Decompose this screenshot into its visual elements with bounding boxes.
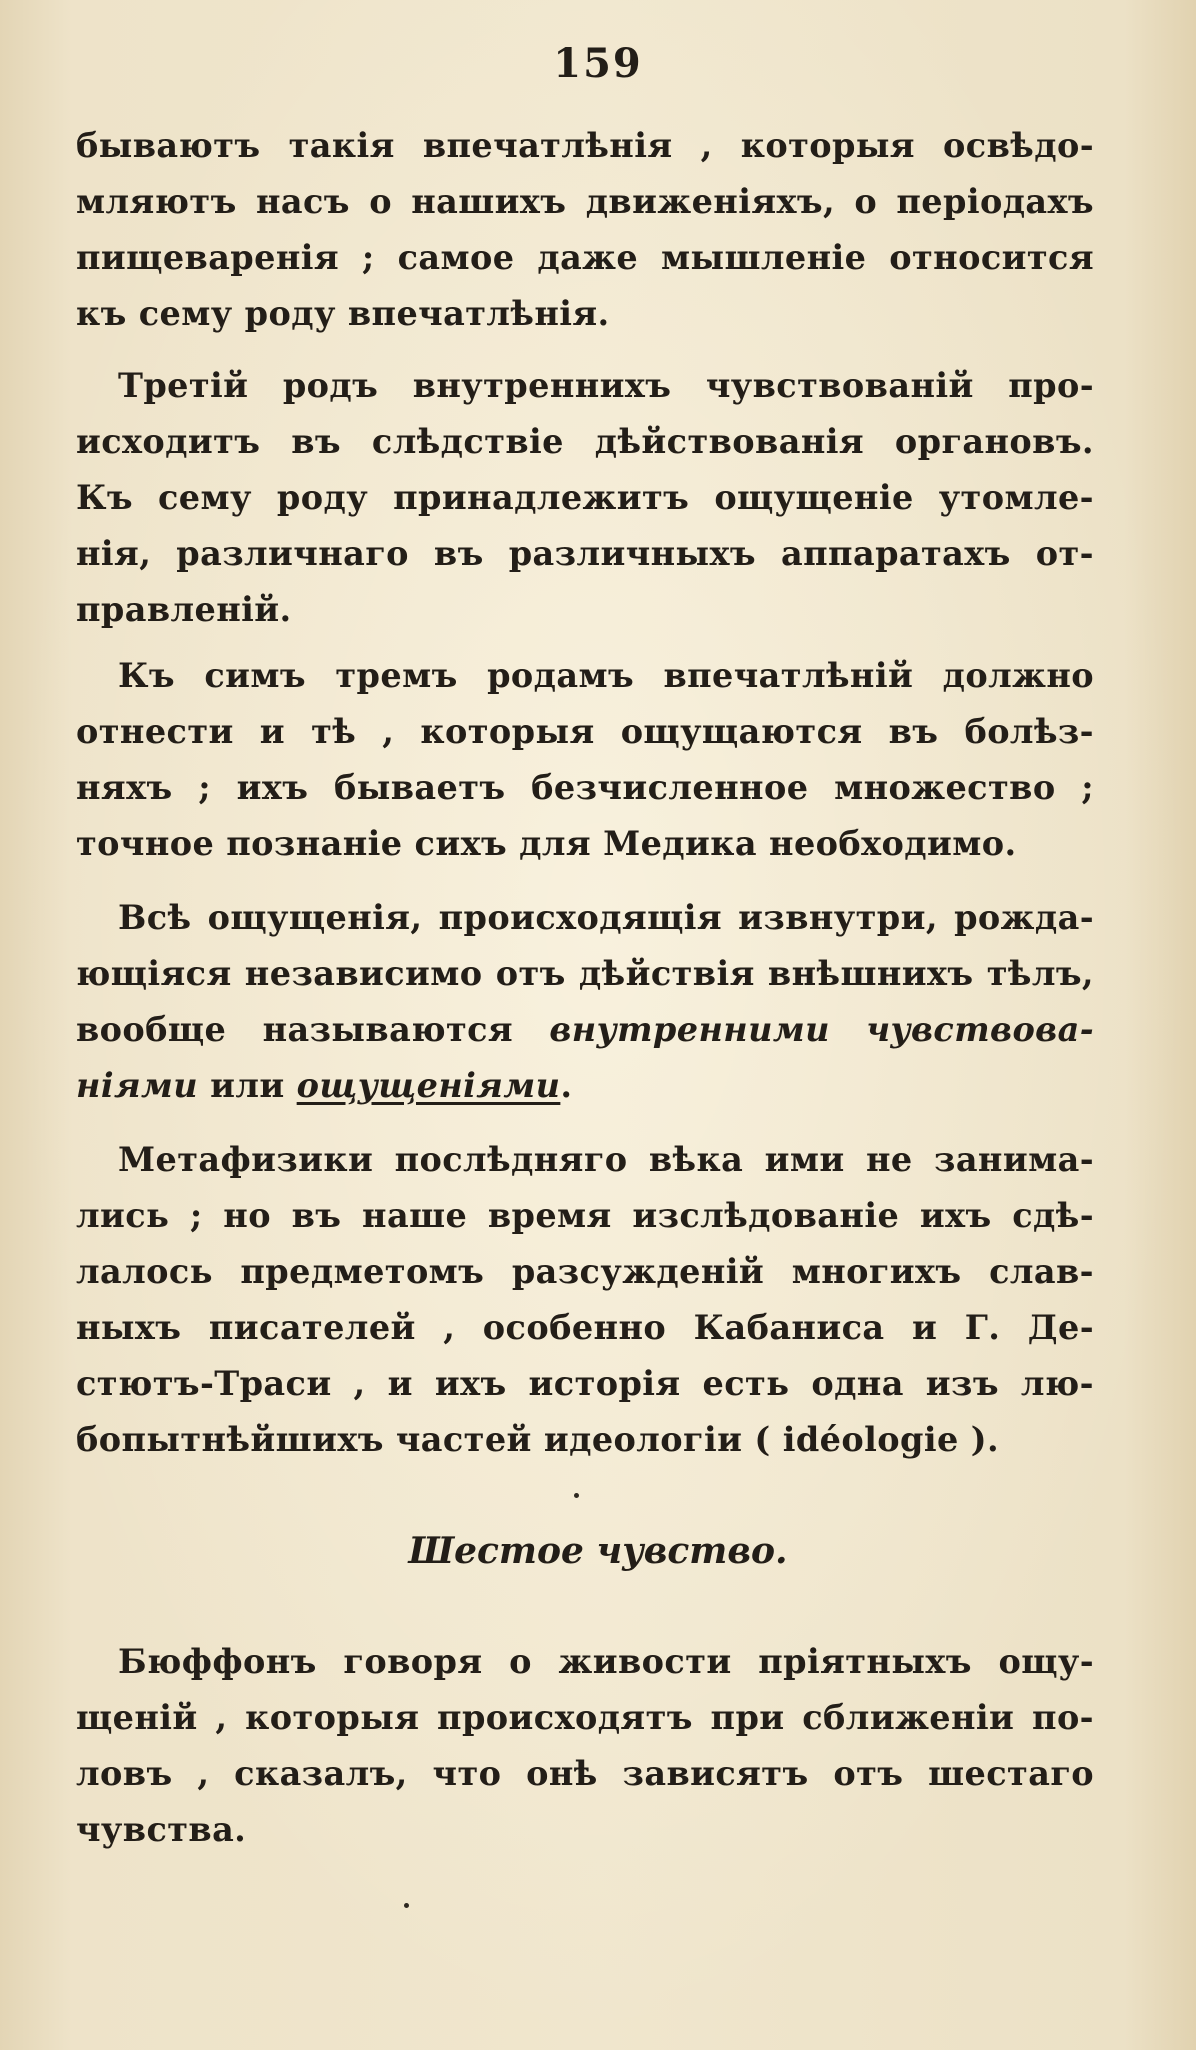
text-line — [76, 1002, 1094, 1058]
paragraph-3 — [76, 648, 1094, 896]
text-line: чувства. — [76, 1810, 247, 1849]
text-line: къ сему роду впечатлѣнія. — [76, 294, 610, 333]
paragraph-1 — [76, 118, 1094, 366]
text-line: точное познаніе сихъ для Медика необходимо. — [76, 824, 1017, 863]
text-line: ловъ , сказалъ, что онѣ зависятъ отъ шестаго — [76, 1754, 1094, 1793]
text-line: няхъ ; ихъ бываетъ безчисленное множество ; — [76, 768, 1094, 807]
text-line: Метафизики послѣдняго вѣка ими не занима- — [118, 1140, 1094, 1179]
text-line: лись ; но въ наше время изслѣдованіе ихъ сдѣ- — [76, 1196, 1094, 1235]
text-line — [76, 1058, 1094, 1114]
text-line: бопытнѣйшихъ частей идеологіи ( idéologie ). — [76, 1420, 1000, 1459]
text-line: нія, различнаго въ различныхъ аппаратахъ от- — [76, 534, 1094, 573]
page-number: 159 — [553, 40, 643, 87]
text-line: Бюффонъ говоря о живости пріятныхъ ощу- — [118, 1642, 1094, 1681]
ink-speck — [574, 1493, 579, 1498]
text-line: ющіяся независимо отъ дѣйствія внѣшнихъ тѣлъ, — [76, 954, 1094, 993]
text-line: Третій родъ внутреннихъ чувствованій про- — [118, 366, 1094, 405]
paragraph-2 — [76, 358, 1094, 662]
section-heading: Шестое чувство. — [408, 1530, 788, 1572]
text-run: . — [560, 1066, 573, 1105]
italic-term: ніями — [76, 1066, 199, 1105]
text-line: лалось предметомъ разсужденій многихъ слав- — [76, 1252, 1094, 1291]
italic-term: внутренними чувствова- — [549, 1010, 1094, 1049]
text-line: Къ сему роду принадлежитъ ощущеніе утомле- — [76, 478, 1094, 517]
text-line: бываютъ такія впечатлѣнія , которыя освѣдо- — [76, 126, 1094, 165]
paragraph-4 — [76, 890, 1094, 1138]
text-line: Къ симъ тремъ родамъ впечатлѣній должно — [118, 656, 1094, 695]
paragraph-5 — [76, 1132, 1094, 1492]
text-line: правленій. — [76, 590, 292, 629]
text-line: мляютъ насъ о нашихъ движеніяхъ, о періодахъ — [76, 182, 1094, 221]
ink-speck — [404, 1903, 409, 1908]
paragraph-6 — [76, 1634, 1094, 1882]
text-line: отнести и тѣ , которыя ощущаются въ болѣз- — [76, 712, 1094, 751]
text-line: Всѣ ощущенія, происходящія извнутри, рожда- — [118, 898, 1094, 937]
text-line: стютъ-Траси , и ихъ исторія есть одна изъ лю- — [76, 1364, 1094, 1403]
text-line: пищеваренія ; самое даже мышленіе относится — [76, 238, 1094, 277]
text-run: или — [198, 1066, 297, 1105]
italic-term-underlined: ощущеніями — [296, 1066, 561, 1105]
text-run: вообще называются — [76, 1010, 550, 1049]
text-line: щеній , которыя происходятъ при сближеніи по- — [76, 1698, 1094, 1737]
text-line: исходитъ въ слѣдствіе дѣйствованія органовъ. — [76, 422, 1094, 461]
text-line: ныхъ писателей , особенно Кабаниса и Г. Де- — [76, 1308, 1094, 1347]
